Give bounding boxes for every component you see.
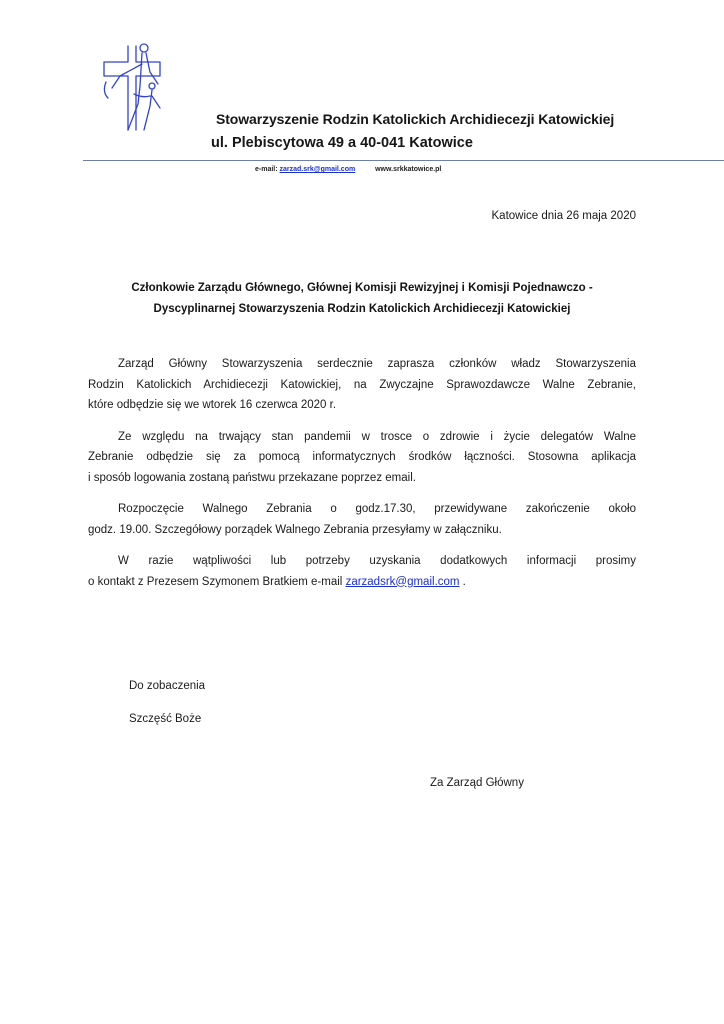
paragraph-line [88, 572, 636, 593]
paragraph-line: godz. 19.00. Szczegółowy porządek Walnego Zebrania przesyłamy w załączniku. [88, 523, 502, 536]
email-label: e-mail: [255, 166, 278, 173]
letterhead-divider [83, 160, 724, 161]
paragraph-line: W razie wątpliwości lub potrzeby uzyskania dodatkowych informacji prosimy [118, 555, 636, 567]
recipients-heading [88, 278, 636, 320]
letterhead-contacts [255, 166, 441, 173]
letter-date: Katowice dnia 26 maja 2020 [491, 210, 636, 222]
paragraph-contact [88, 551, 636, 592]
letter-body [88, 354, 636, 603]
paragraph-line: Zarząd Główny Stowarzyszenia serdecznie zaprasza członków władz Stowarzyszenia [118, 358, 636, 370]
contact-email-link[interactable]: zarzadsrk@gmail.com [345, 575, 460, 588]
signature-line: Za Zarząd Główny [430, 777, 524, 789]
paragraph-invitation [88, 354, 636, 416]
organization-name: Stowarzyszenie Rodzin Katolickich Archidiecezji Katowickiej [216, 111, 615, 127]
closing-blessing: Szczęść Boże [129, 713, 202, 725]
paragraph-line: które odbędzie się we wtorek 16 czerwca 2020 r. [88, 399, 337, 411]
letterhead-email-link[interactable]: zarzad.srk@gmail.com [279, 166, 356, 173]
paragraph-line: Ze względu na trwający stan pandemii w trosce o zdrowie i życie delegatów Walne [118, 430, 636, 443]
paragraph-pandemic [88, 427, 636, 489]
recipients-line-2: Dyscyplinarnej Stowarzyszenia Rodzin Katolickich Archidiecezji Katowickiej [153, 303, 571, 315]
website-text: www.srkkatowice.pl [375, 166, 442, 173]
recipients-line-1: Członkowie Zarządu Głównego, Głównej Komisji Rewizyjnej i Komisji Pojednawczo - [131, 282, 593, 294]
paragraph-line: Rodzin Katolickich Archidiecezji Katowickiej, na Zwyczajne Sprawozdawcze Walne Zebranie, [88, 378, 636, 391]
paragraph-schedule [88, 499, 636, 540]
paragraph-line: Rozpoczęcie Walnego Zebrania o godz.17.30, przewidywane zakończenie około [118, 503, 636, 515]
organization-address: ul. Plebiscytowa 49 a 40-041 Katowice [211, 135, 473, 151]
paragraph-line: i sposób logowania zostaną państwu przekazane poprzez email. [88, 471, 416, 484]
contact-suffix: . [459, 575, 466, 588]
contact-prefix: o kontakt z Prezesem Szymonem Bratkiem e-mail [88, 575, 346, 588]
association-logo [98, 42, 190, 134]
paragraph-line: Zebranie odbędzie się za pomocą informatycznych środków łączności. Stosowna aplikacja [88, 451, 636, 463]
closing-farewell: Do zobaczenia [129, 680, 206, 692]
